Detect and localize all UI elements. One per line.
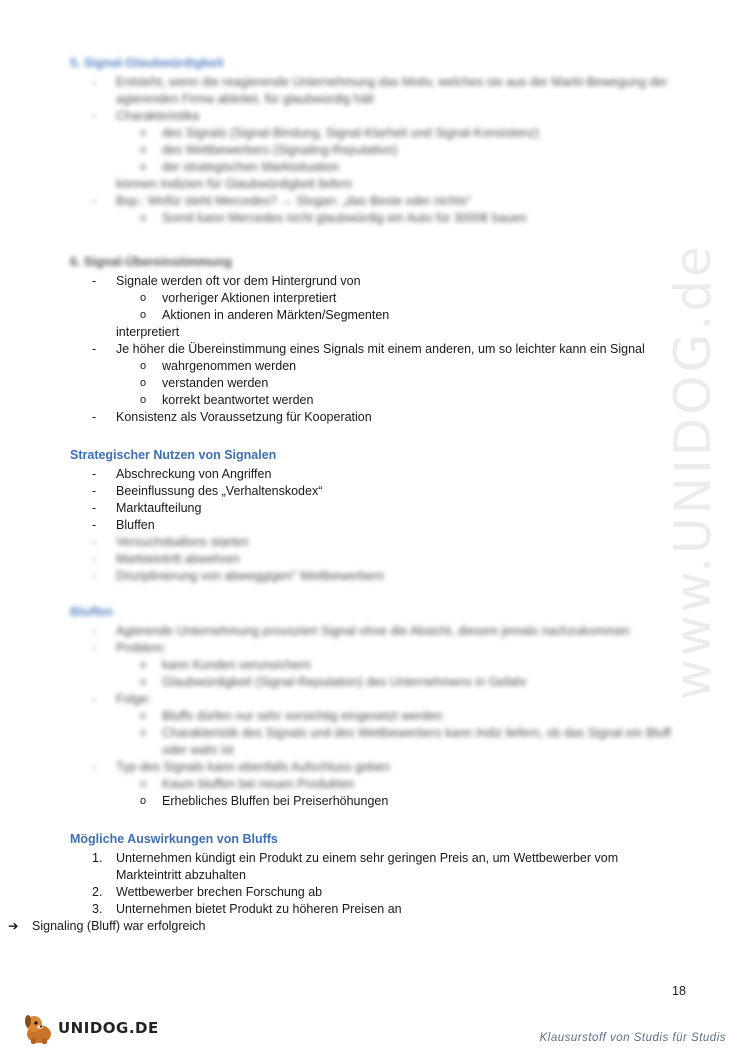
section-heading: 5. Signal-Glaubwürdigkeit	[70, 56, 224, 70]
logo-text: UNIDOG.DE	[58, 1019, 159, 1037]
page-number: 18	[672, 984, 686, 998]
sub-list-item: o vorheriger Aktionen interpretiert	[70, 290, 690, 307]
list-item: - Konsistenz als Voraussetzung für Kooperation	[70, 409, 690, 426]
list-item: - Bluffen	[70, 517, 690, 534]
list-item: - Markteintritt abwehren	[70, 551, 690, 568]
list-item: - Marktaufteilung	[70, 500, 690, 517]
list-item: - Abschreckung von Angriffen	[70, 466, 690, 483]
section-moegliche-auswirkungen	[8, 831, 690, 935]
arrow-right-icon: ➔	[8, 919, 19, 933]
numbered-item	[70, 850, 690, 867]
list-item: - Agierende Unternehmung provoziert Signal ohne die Absicht, diesem jemals nachzukommen	[70, 623, 690, 640]
list-item: - Signale werden oft vor dem Hintergrund von	[70, 273, 690, 290]
list-item: - Disziplinierung von abweggigen" Wettbewerbern	[70, 568, 690, 585]
list-item: - Folge:	[70, 691, 690, 708]
item-text: Unternehmen kündigt ein Produkt zu einem sehr geringen Preis an, um Wettbewerber vom	[116, 851, 619, 865]
list-item-continuation: oder wahr ist	[162, 743, 234, 757]
bullet-list	[70, 623, 690, 793]
section-heading: Strategischer Nutzen von Signalen	[70, 448, 277, 462]
bullet-list	[70, 273, 690, 426]
section-heading: Mögliche Auswirkungen von Bluffs	[70, 832, 278, 846]
list-item-continuation: Markteintritt abzuhalten	[116, 868, 246, 882]
conclusion-line	[4, 918, 624, 935]
bullet-list	[70, 466, 690, 585]
sub-list-item: o Charakteristik des Signals und des Wettbewerbers kann Indiz liefern, ob das Signal ein Bluff	[70, 725, 690, 742]
sub-list-item: o kann Kunden verunsichern	[70, 657, 690, 674]
list-item-continuation: interpretiert	[116, 325, 180, 339]
sub-list-item: o Somit kann Mercedes nicht glaubwürdig ein Auto für 3000€ bauen	[70, 210, 690, 227]
list-item: - Typ des Signals kann ebenfalls Aufschluss geben	[70, 759, 690, 776]
list-item-continuation: können Indizien für Glaubwürdigkeit liefern	[116, 177, 353, 191]
item-text: Wettbewerber brechen Forschung ab	[116, 885, 323, 899]
logo	[22, 1012, 162, 1046]
numbered-item	[70, 901, 690, 918]
watermark: www.UNIDOG.de	[664, 243, 722, 700]
sub-list-item: o Kaum bluffen bei neuen Produkten	[70, 776, 690, 793]
section-heading: Bluffen	[70, 605, 114, 619]
sub-list-item: o des Signals (Signal-Bindung, Signal-Klarheit und Signal-Konsistenz)	[70, 125, 690, 142]
sub-list-item: o korrekt beantwortet werden	[70, 392, 690, 409]
numbered-item	[70, 884, 690, 901]
section-signal-glaubwuerdigkeit	[70, 55, 690, 227]
list-item: - Charakteristika	[70, 108, 690, 125]
list-item: - Versuchsballons starten	[70, 534, 690, 551]
sub-list-item: o Bluffs dürfen nur sehr vorsichtig eingesetzt werden	[70, 708, 690, 725]
list-item: - Bsp.: Wofür steht Mercedes? → Slogan: „das Beste oder nichts“	[70, 193, 690, 210]
sub-list-item: o des Wettbewerbers (Signaling-Reputation)	[70, 142, 690, 159]
sub-list-item: o wahrgenommen werden	[70, 358, 690, 375]
item-number: 2.	[92, 885, 103, 899]
section-strategischer-nutzen	[70, 447, 690, 585]
item-text: Unternehmen bietet Produkt zu höheren Preisen an	[116, 902, 402, 916]
dog-mascot-icon	[22, 1012, 62, 1046]
list-item-continuation: agierenden Firma ableitet, für glaubwürdig hält	[116, 92, 374, 106]
list-item: - Je höher die Übereinstimmung eines Signals mit einem anderen, um so leichter kann ein Signal	[70, 341, 690, 358]
sub-list-item: o verstanden werden	[70, 375, 690, 392]
list-item: - Beeinflussung des „Verhaltenskodex“	[70, 483, 690, 500]
section-heading: 6. Signal-Übereinstimmung	[70, 255, 232, 269]
section-signal-uebereinstimmung	[70, 254, 690, 426]
item-number: 1.	[92, 851, 103, 865]
sub-list-item: o Aktionen in anderen Märkten/Segmenten	[70, 307, 690, 324]
bullet-list	[70, 793, 690, 810]
footer-tagline: Klausurstoff von Studis für Studis	[539, 1032, 726, 1044]
sub-list-item: o der strategischen Marktsituation	[70, 159, 690, 176]
list-item: - Entsteht, wenn die reagierende Unternehmung das Motiv, welches sie aus der Markt-Bewegung der	[70, 74, 690, 91]
list-item: - Problem:	[70, 640, 690, 657]
section-bluffen	[70, 604, 690, 810]
bullet-list	[70, 74, 690, 227]
sub-list-item: o Glaubwürdigkeit (Signal-Reputation) des Unternehmens in Gefahr	[70, 674, 690, 691]
item-number: 3.	[92, 902, 103, 916]
sub-list-item: o Erhebliches Bluffen bei Preiserhöhungen	[70, 793, 690, 810]
numbered-list	[70, 850, 690, 918]
conclusion-text: Signaling (Bluff) war erfolgreich	[32, 919, 206, 933]
